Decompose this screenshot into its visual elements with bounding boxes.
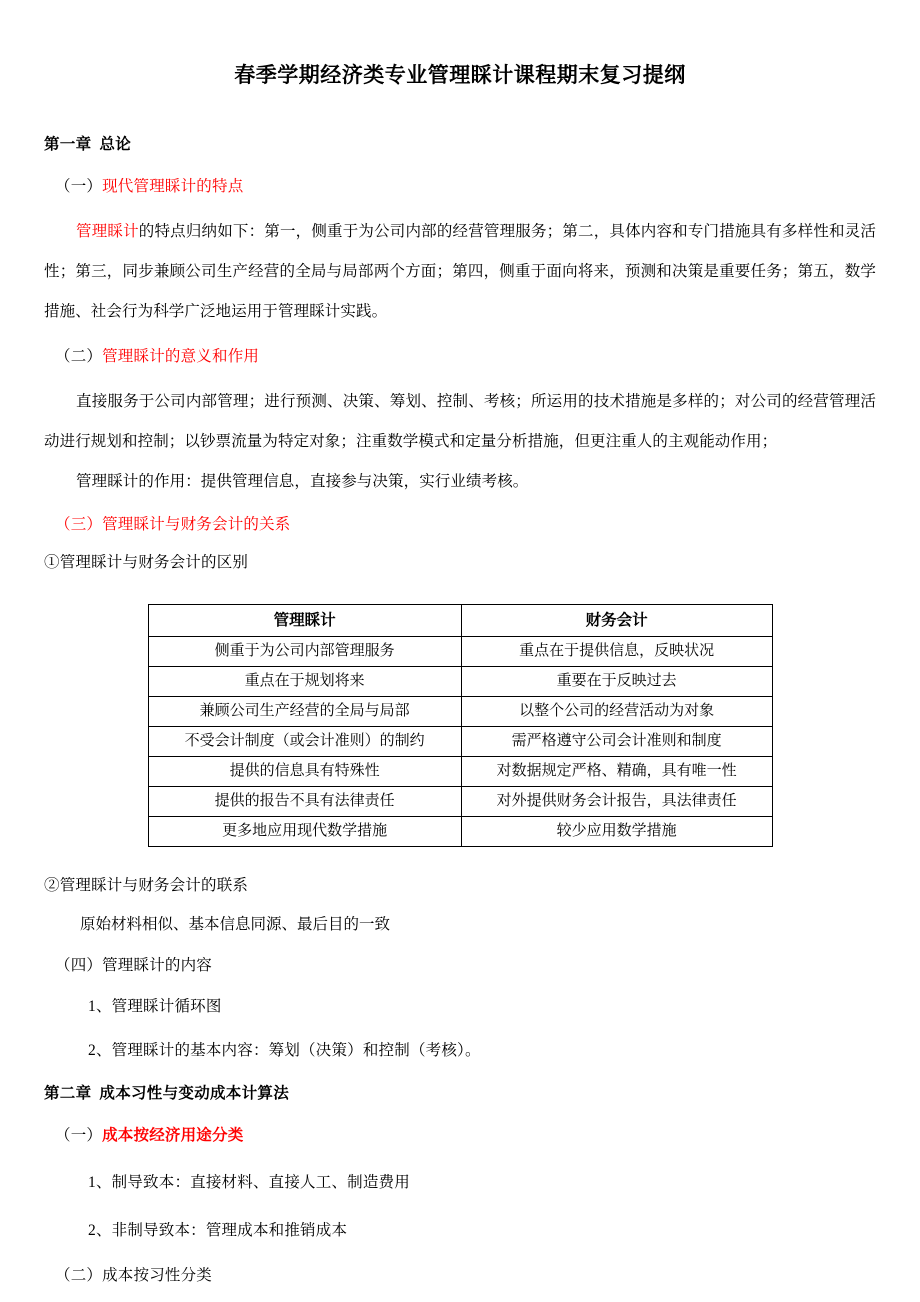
section-1-4-title: 管理睬计的内容 (102, 957, 213, 974)
table-row (148, 667, 772, 697)
section-1-4-heading (44, 951, 876, 981)
section-1-1-heading (44, 172, 876, 202)
section-2-1-marker: （一） (55, 1127, 103, 1144)
chapter-2-title: 成本习性与变动成本计算法 (99, 1085, 290, 1102)
section-1-3-item-2: ②管理睬计与财务会计的联系 (44, 877, 249, 894)
comparison-table-wrapper (44, 604, 876, 847)
section-1-2-paragraph-1: 直接服务于公司内部管理；进行预测、决策、筹划、控制、考核；所运用的技术措施是多样的；对公司的经营管理活动进行规划和控制；以钞票流量为特定对象；注重数学模式和定量分析措施，但更注重人的主观能动作用； (44, 393, 876, 450)
chapter-1-number: 第一章 (44, 136, 92, 153)
section-1-1-body-rest: 的特点归纳如下：第一，侧重于为公司内部的经营管理服务；第二，具体内容和专门措施具有多样性和灵活性；第三，同步兼顾公司生产经营的全局与局部两个方面；第四，侧重于面向将来，预测和决策是重要任务；第五，数学措施、社会行为科学广泛地运用于管理睬计实践。 (44, 223, 877, 320)
section-1-3-heading (44, 510, 876, 540)
section-1-4-marker: （四） (55, 957, 103, 974)
section-1-1-marker: （一） (55, 178, 103, 195)
table-cell: 侧重于为公司内部管理服务 (148, 637, 461, 667)
section-1-1-title: 现代管理睬计的特点 (102, 178, 244, 195)
section-2-2-title: 成本按习性分类 (102, 1267, 213, 1284)
table-cell: 不受会计制度（或会计准则）的制约 (148, 727, 461, 757)
section-1-4-item-2: 2、管理睬计的基本内容：筹划（决策）和控制（考核）。 (88, 1042, 481, 1059)
section-1-3-item-2-body: 原始材料相似、基本信息同源、最后目的一致 (80, 916, 391, 933)
section-1-2-paragraph-2: 管理睬计的作用：提供管理信息，直接参与决策，实行业绩考核。 (76, 473, 529, 490)
table-cell: 重点在于规划将来 (148, 667, 461, 697)
table-cell: 对外提供财务会计报告，具法律责任 (461, 787, 772, 817)
section-1-4-item-1: 1、管理睬计循环图 (88, 998, 222, 1015)
table-cell: 兼顾公司生产经营的全局与局部 (148, 697, 461, 727)
page-title: 春季学期经济类专业管理睬计课程期末复习提纲 (234, 63, 686, 87)
table-header-row (148, 605, 772, 637)
table-cell: 提供的信息具有特殊性 (148, 757, 461, 787)
table-row (148, 697, 772, 727)
table-row (148, 727, 772, 757)
chapter-1-heading (44, 130, 876, 160)
table-cell: 重要在于反映过去 (461, 667, 772, 697)
table-cell: 较少应用数学措施 (461, 817, 772, 847)
table-row (148, 817, 772, 847)
comparison-table (148, 604, 773, 847)
table-cell: 重点在于提供信息，反映状况 (461, 637, 772, 667)
table-cell: 更多地应用现代数学措施 (148, 817, 461, 847)
section-2-1-heading (44, 1121, 876, 1151)
section-1-2-marker: （二） (55, 348, 103, 365)
section-1-2-title: 管理睬计的意义和作用 (102, 348, 260, 365)
table-cell: 以整个公司的经营活动为对象 (461, 697, 772, 727)
section-1-2-heading (44, 342, 876, 372)
section-1-3-title: 管理睬计与财务会计的关系 (102, 516, 291, 533)
section-1-3-item-1: ①管理睬计与财务会计的区别 (44, 554, 249, 571)
title-spacer (44, 92, 876, 130)
table-cell: 对数据规定严格、精确，具有唯一性 (461, 757, 772, 787)
table-header-cell: 管理睬计 (148, 605, 461, 637)
table-row (148, 637, 772, 667)
section-2-2-heading (44, 1261, 876, 1291)
section-2-1-item-1: 1、制导致本：直接材料、直接人工、制造费用 (88, 1174, 410, 1191)
table-row (148, 787, 772, 817)
section-2-1-item-2: 2、非制导致本：管理成本和推销成本 (88, 1222, 348, 1239)
chapter-2-heading (44, 1079, 876, 1109)
section-2-1-title: 成本按经济用途分类 (102, 1127, 244, 1144)
section-1-1-body-lead: 管理睬计 (76, 223, 139, 240)
section-2-2-marker: （二） (55, 1267, 103, 1284)
section-1-1-body (44, 212, 876, 332)
section-1-3-marker: （三） (55, 516, 103, 533)
table-cell: 提供的报告不具有法律责任 (148, 787, 461, 817)
table-cell: 需严格遵守公司会计准则和制度 (461, 727, 772, 757)
table-header-cell: 财务会计 (461, 605, 772, 637)
table-row (148, 757, 772, 787)
chapter-2-number: 第二章 (44, 1085, 92, 1102)
chapter-1-title: 总论 (99, 136, 132, 153)
